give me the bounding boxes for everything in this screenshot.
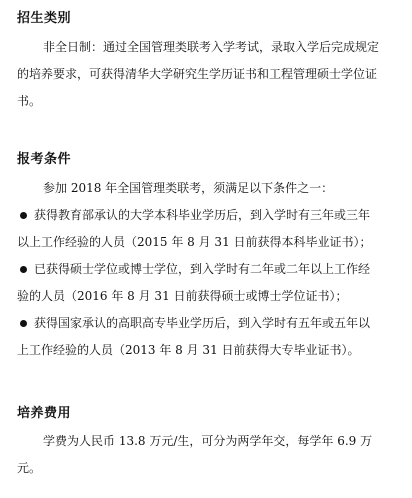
paragraph-line: 的培养要求，可获得清华大学研究生学历证书和工程管理硕士学位证 [17, 67, 378, 81]
list-item [17, 310, 401, 337]
list-item-continuation: 上工作经验的人员（2013 年 8 月 31 日前获得大专毕业证书）。 [17, 343, 360, 357]
list-item-text: 获得国家承认的高职高专毕业学历后，到入学时有五年或五年以 [34, 316, 371, 330]
list-item-text: 获得教育部承认的大学本科毕业学历后，到入学时有三年或三年 [34, 208, 371, 222]
section-heading-enrollment-category: 招生类别 [17, 11, 72, 26]
list-item-text: 已获得硕士学位或博士学位，到入学时有二年或二年以上工作经 [34, 262, 371, 276]
bullet-icon [20, 266, 27, 273]
list-item [17, 202, 401, 229]
application-requirements-list [17, 175, 401, 364]
section-heading-application-requirements: 报考条件 [17, 152, 72, 167]
list-item-continuation: 验的人员（2016 年 8 月 31 日前获得硕士或博士学位证书）； [17, 289, 348, 303]
tuition-fees-paragraph [17, 428, 401, 482]
section-heading-tuition-fees: 培养费用 [17, 406, 72, 421]
bullet-icon [20, 320, 27, 327]
paragraph-line: 书。 [17, 94, 42, 108]
list-item-continuation: 以上工作经验的人员（2015 年 8 月 31 日前获得本科毕业证书）； [17, 235, 372, 249]
requirements-intro: 参加 2018 年全国管理类联考，须满足以下条件之一： [43, 181, 334, 195]
bullet-icon [20, 212, 27, 219]
enrollment-category-paragraph [17, 34, 401, 115]
paragraph-line: 学费为人民币 13.8 万元/生，可分为两学年交，每学年 6.9 万 [43, 434, 373, 448]
paragraph-line: 非全日制：通过全国管理类联考入学考试，录取入学后完成规定 [43, 40, 380, 54]
list-item [17, 256, 401, 283]
paragraph-line: 元。 [17, 461, 42, 475]
